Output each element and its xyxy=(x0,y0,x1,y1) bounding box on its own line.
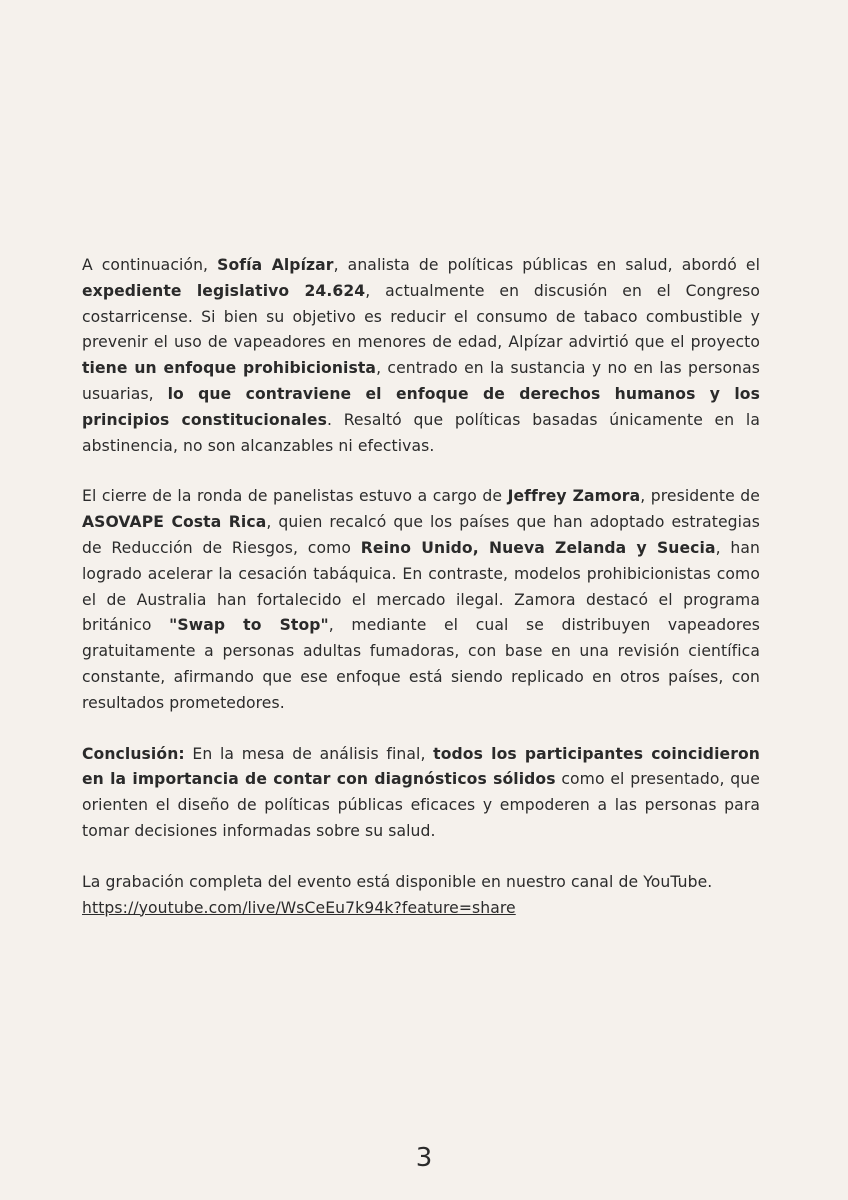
document-body xyxy=(82,253,760,946)
paragraph-zamora xyxy=(82,484,760,716)
bold-text: tiene un enfoque prohibicionista xyxy=(82,359,377,378)
text-run: . Resaltó que políticas basadas únicamente en la abstinencia, no son alcanzables ni efectivas. xyxy=(82,410,760,455)
paragraph-recording xyxy=(82,870,760,922)
bold-text: lo que contraviene el enfoque de derechos humanos y los principios constitucionales xyxy=(82,384,760,429)
text-run: , presidente de xyxy=(640,487,760,506)
text-run: , analista de políticas públicas en salud, abordó el xyxy=(333,256,761,274)
text-run: , actualmente en discusión en el Congreso costarricense. Si bien su objetivo es reducir el consumo de tabaco combustible y prevenir el uso de vapeadores en menores de edad, Alpízar advirtió que el proyecto xyxy=(82,281,761,352)
bold-text: todos los participantes coincidieron en la importancia de contar con diagnósticos sólidos xyxy=(82,744,760,789)
text-run: En la mesa de análisis final, xyxy=(184,744,434,763)
text-run: como el presentado, que orienten el diseño de políticas públicas eficaces y empoderen a las personas para tomar decisiones informadas sobre su salud. xyxy=(82,770,760,840)
text-run: El cierre de la ronda de panelistas estuvo a cargo de xyxy=(82,487,508,506)
youtube-link[interactable]: https://youtube.com/live/WsCeEu7k94k?feature=share xyxy=(82,898,516,917)
recording-note: La grabación completa del evento está disponible en nuestro canal de YouTube. xyxy=(82,872,713,891)
paragraph-alpizar xyxy=(82,253,760,459)
bold-text: "Swap to Stop" xyxy=(169,616,329,635)
bold-text: Sofía Alpízar xyxy=(217,256,334,274)
bold-text: expediente legislativo 24.624 xyxy=(82,281,366,300)
text-run: , han logrado acelerar la cesación tabáquica. En contraste, modelos prohibicionistas como el de Australia han fortalecido el mercado ilegal. Zamora destacó el programa británico xyxy=(82,538,760,635)
bold-text: Reino Unido, Nueva Zelanda y Suecia xyxy=(360,538,716,557)
text-run: , quien recalcó que los países que han adoptado estrategias de Reducción de Riesgos, como xyxy=(82,513,760,557)
bold-text: ASOVAPE Costa Rica xyxy=(82,513,267,532)
bold-text: Conclusión: xyxy=(82,744,185,763)
text-run: , centrado en la sustancia y no en las personas usuarias, xyxy=(82,359,760,403)
bold-text: Jeffrey Zamora xyxy=(507,487,641,506)
text-run: , mediante el cual se distribuyen vapeadores gratuitamente a personas adultas fumadoras, con base en una revisión científica constante, afirmando que ese enfoque está siendo replicado en otros países, con resultados prometedores. xyxy=(82,616,760,712)
page-number: 3 xyxy=(415,1143,433,1173)
text-run: A continuación, xyxy=(82,256,218,274)
paragraph-conclusion xyxy=(82,742,760,845)
